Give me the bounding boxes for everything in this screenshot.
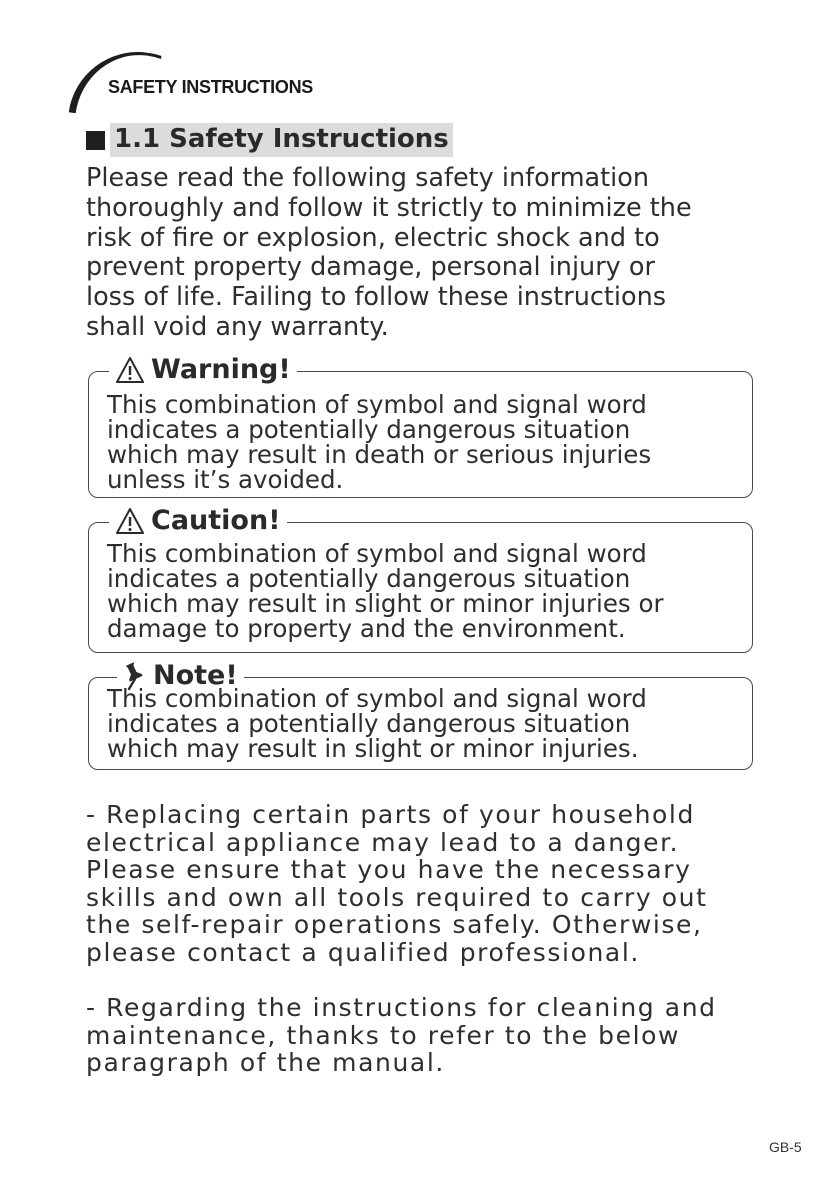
note-line: which may result in slight or minor injuries.: [107, 734, 639, 763]
warning-text: [107, 392, 747, 492]
paragraph-line: maintenance, thanks to refer to the below: [86, 1020, 681, 1050]
warning-line: indicates a potentially dangerous situation: [107, 415, 631, 444]
intro-paragraph: [86, 164, 776, 343]
intro-line: Please read the following safety information: [86, 163, 650, 193]
paragraph-cleaning-maintenance: [86, 994, 786, 1077]
caution-line: indicates a potentially dangerous situation: [107, 564, 631, 593]
caution-box: [88, 505, 753, 653]
paragraph-line: the self-repair operations safely. Otherwise,: [86, 910, 703, 939]
note-line: indicates a potentially dangerous situation: [107, 709, 631, 738]
caution-line: This combination of symbol and signal word: [107, 539, 647, 568]
paragraph-line: - Replacing certain parts of your household: [86, 800, 695, 829]
intro-line: shall void any warranty.: [86, 311, 389, 342]
caution-line: damage to property and the environment.: [107, 614, 626, 643]
section-bullet-square-icon: [86, 131, 105, 150]
paragraph-line: Please ensure that you have the necessary: [86, 855, 692, 884]
caution-label: Caution!: [151, 505, 281, 536]
paragraph-replacing-parts: [86, 801, 786, 966]
warning-line: This combination of symbol and signal word: [107, 390, 647, 419]
caution-legend: [109, 505, 287, 536]
note-text: [107, 686, 747, 761]
intro-line: risk of fire or explosion, electric shock and to: [86, 222, 660, 253]
page-number: GB-5: [769, 1139, 802, 1155]
warning-legend: [109, 354, 297, 385]
note-label: Note!: [153, 660, 238, 691]
paragraph-line: please contact a qualified professional.: [86, 937, 640, 967]
paragraph-line: electrical appliance may lead to a danger.: [86, 827, 680, 857]
section-title: 1.1 Safety Instructions: [110, 123, 453, 157]
warning-line: unless it’s avoided.: [107, 465, 344, 494]
paragraph-line: - Regarding the instructions for cleaning and: [86, 993, 717, 1022]
note-line: This combination of symbol and signal word: [107, 684, 647, 713]
intro-line: loss of life. Failing to follow these instructions: [86, 282, 667, 313]
caution-text: [107, 541, 747, 641]
caution-line: which may result in slight or minor injuries or: [107, 589, 664, 618]
warning-triangle-icon: [115, 356, 145, 384]
intro-line: prevent property damage, personal injury or: [86, 252, 655, 283]
warning-line: which may result in death or serious injuries: [107, 440, 652, 469]
warning-triangle-icon: [115, 507, 145, 535]
section-heading: [86, 123, 453, 157]
paragraph-line: paragraph of the manual.: [86, 1048, 445, 1077]
warning-box: [88, 354, 753, 498]
warning-label: Warning!: [151, 354, 291, 385]
intro-line: thoroughly and follow it strictly to minimize the: [86, 192, 692, 223]
note-box: [88, 660, 753, 770]
page-header-title: SAFETY INSTRUCTIONS: [108, 77, 313, 97]
paragraph-line: skills and own all tools required to carry out: [86, 882, 708, 912]
